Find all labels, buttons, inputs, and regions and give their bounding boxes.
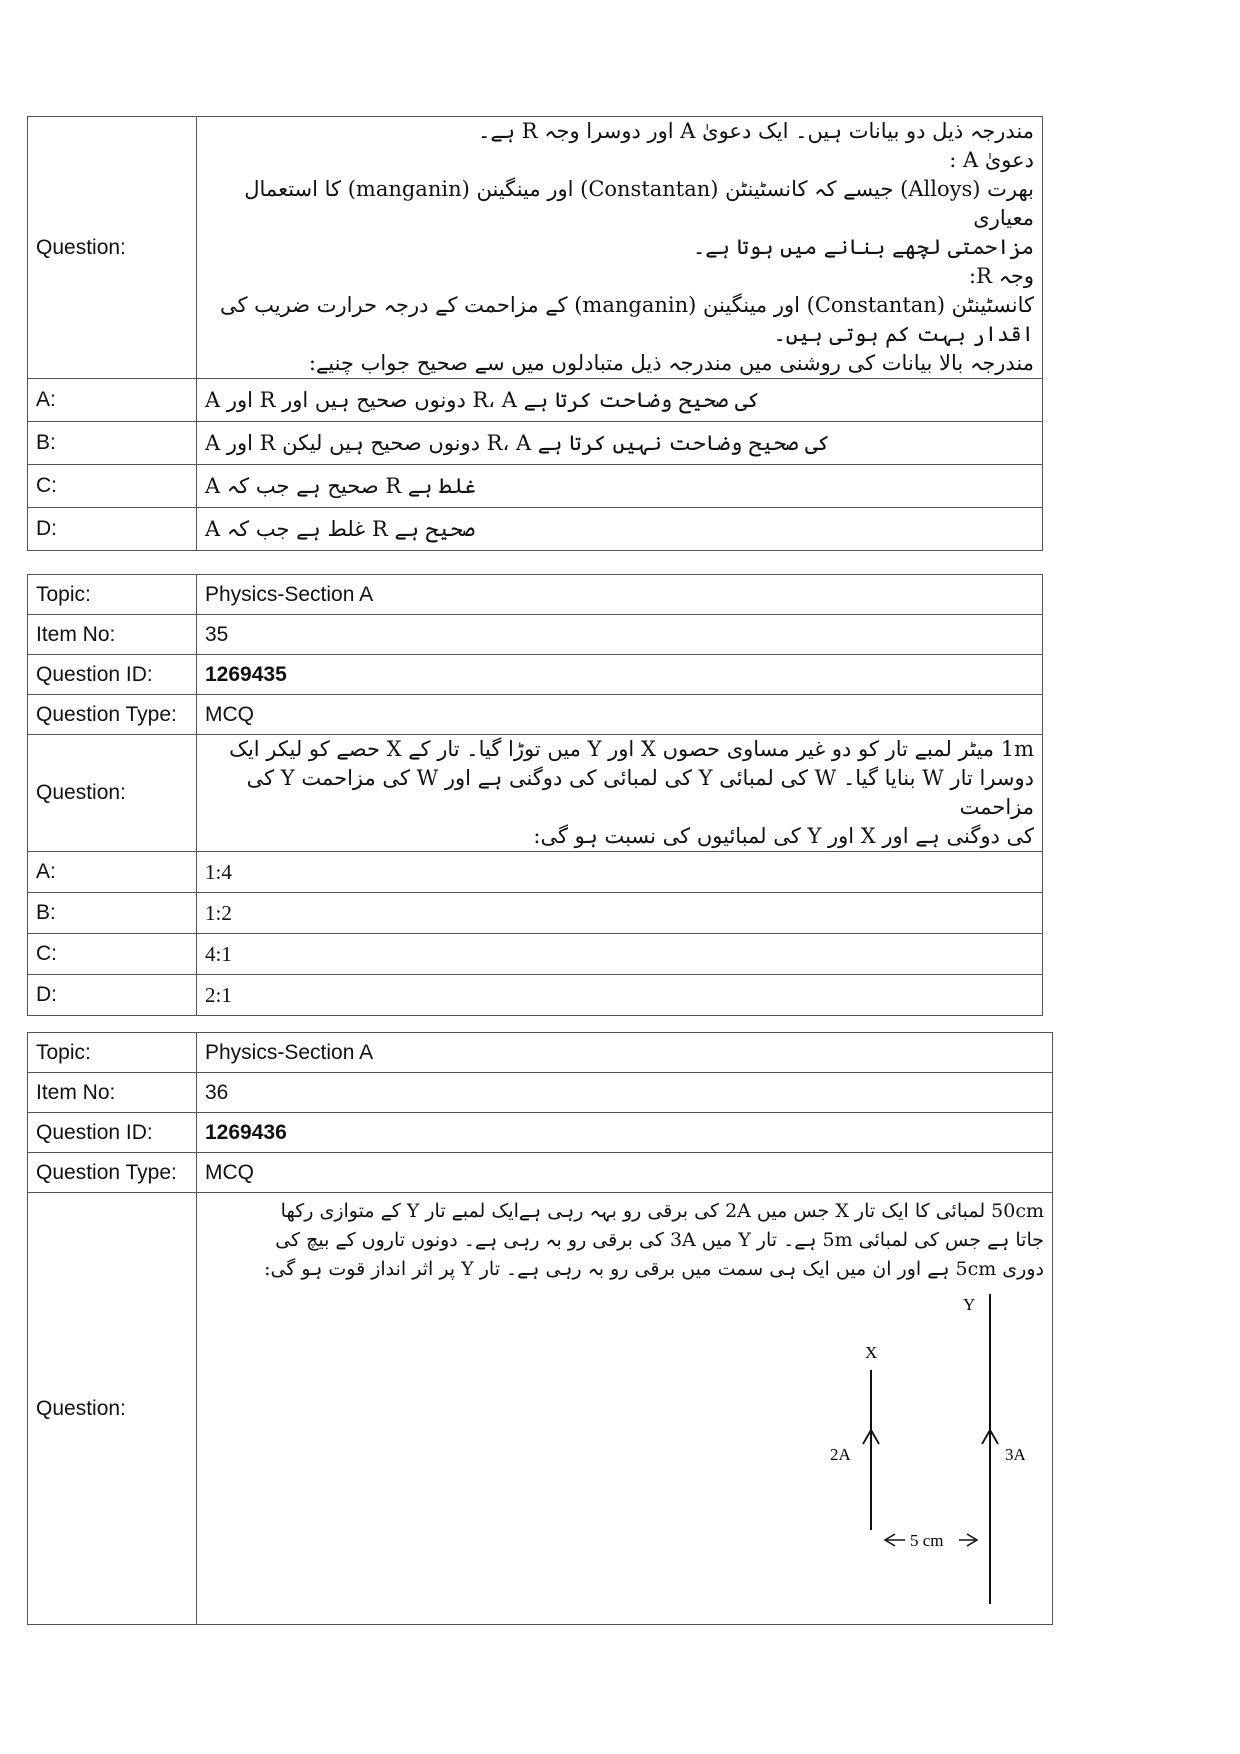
question-line: اقدار بہت کم ہوتی ہیں۔ (773, 322, 1034, 346)
option-b-text: 1:2 (197, 893, 1043, 934)
question-type-value: MCQ (197, 1153, 1053, 1193)
topic-value: Physics-Section A (197, 1033, 1053, 1073)
question-type-label: Question Type: (28, 1153, 197, 1193)
question-line: جاتا ہے جس کی لمبائی 5m ہے۔ تار Y میں 3A کی برقی رو بہ رہی ہے۔ دونوں تاروں کے بیچ کی (275, 1229, 1044, 1251)
current-x-label: 2A (830, 1445, 851, 1464)
question-type-label: Question Type: (28, 695, 197, 735)
question-block-3 (27, 1032, 1053, 1625)
question-type-value: MCQ (197, 695, 1043, 735)
current-y-label: 3A (1005, 1445, 1025, 1464)
question-line: 50cm لمبائی کا ایک تار X جس میں 2A کی برقی رو بہہ رہی ہےایک لمبے تار Y کے متوازی رکھا (280, 1200, 1044, 1222)
question-line: مزاحمتی لچھے بنانے میں ہوتا ہے۔ (693, 235, 1034, 259)
question-line: وجہ R: (969, 264, 1034, 288)
question-line: کانسٹینٹن (Constantan) اور مینگینن (manganin) کے مزاحمت کے درجہ حرارت ضریب کی (220, 293, 1034, 317)
question-line: کی دوگنی ہے اور X اور Y کی لمبائیوں کی نسبت ہو گی: (533, 824, 1034, 848)
question-id-value: 1269436 (197, 1113, 1053, 1153)
question-line: مندرجہ ذیل دو بیانات ہیں۔ ایک دعویٰ A اور دوسرا وجہ R ہے۔ (478, 119, 1034, 143)
wire-x-label: X (865, 1343, 878, 1362)
option-c-text: 4:1 (197, 934, 1043, 975)
question-id-label: Question ID: (28, 655, 197, 695)
option-d-text: A غلط ہے جب کہ R صحیح ہے (197, 508, 1043, 551)
question-block-1 (27, 116, 1043, 551)
separation-label: 5 cm (910, 1531, 944, 1550)
question-label: Question: (28, 735, 197, 852)
question-id-label: Question ID: (28, 1113, 197, 1153)
question-line: بھرت (Alloys) جیسے کہ کانسٹینٹن (Constantan) اور مینگینن (manganin) کا استعمال معیاری (244, 177, 1034, 230)
question-text (205, 1197, 1044, 1284)
option-b-text: A اور R دونوں صحیح ہیں لیکن R، A کی صحیح وضاحت نہیں کرتا ہے (197, 422, 1043, 465)
question-label: Question: (28, 117, 197, 379)
item-no-label: Item No: (28, 615, 197, 655)
question-id-value: 1269435 (197, 655, 1043, 695)
item-no-value: 36 (197, 1073, 1053, 1113)
question-line: مندرجہ بالا بیانات کی روشنی میں مندرجہ ذیل متبادلوں میں سے صحیح جواب چنیے: (308, 351, 1034, 375)
option-a-text: 1:4 (197, 852, 1043, 893)
option-d-text: 2:1 (197, 975, 1043, 1016)
option-label-b: B: (28, 893, 197, 934)
option-label-a: A: (28, 379, 197, 422)
question-line: دوسرا تار W بنایا گیا۔ W کی لمبائی Y کی لمبائی کی دوگنی ہے اور W کی مزاحمت Y کی مزاحمت (246, 766, 1034, 819)
option-label-c: C: (28, 934, 197, 975)
option-label-d: D: (28, 975, 197, 1016)
question-content (197, 1193, 1053, 1625)
wire-diagram-svg (205, 1284, 1025, 1614)
topic-label: Topic: (28, 1033, 197, 1073)
question-line: 1m میٹر لمبے تار کو دو غیر مساوی حصوں X اور Y میں توڑا گیا۔ تار کے X حصے کو لیکر ایک (229, 737, 1034, 761)
option-a-text: A اور R دونوں صحیح ہیں اور R، A کی صحیح وضاحت کرتا ہے (197, 379, 1043, 422)
option-label-c: C: (28, 465, 197, 508)
option-label-d: D: (28, 508, 197, 551)
topic-value: Physics-Section A (197, 575, 1043, 615)
question-line: دعویٰ A : (949, 148, 1034, 172)
question-block-2 (27, 574, 1043, 1016)
question-text (197, 117, 1043, 379)
item-no-label: Item No: (28, 1073, 197, 1113)
wire-diagram (205, 1284, 1025, 1624)
question-line: دوری 5cm ہے اور ان میں ایک ہی سمت میں برقی رو بہ رہی ہے۔ تار Y پر اثر انداز قوت ہو گی: (264, 1258, 1044, 1280)
wire-y-label: Y (963, 1295, 976, 1314)
item-no-value: 35 (197, 615, 1043, 655)
topic-label: Topic: (28, 575, 197, 615)
option-label-a: A: (28, 852, 197, 893)
option-c-text: A صحیح ہے جب کہ R غلط ہے (197, 465, 1043, 508)
option-label-b: B: (28, 422, 197, 465)
question-label: Question: (28, 1193, 197, 1625)
question-text (197, 735, 1043, 852)
